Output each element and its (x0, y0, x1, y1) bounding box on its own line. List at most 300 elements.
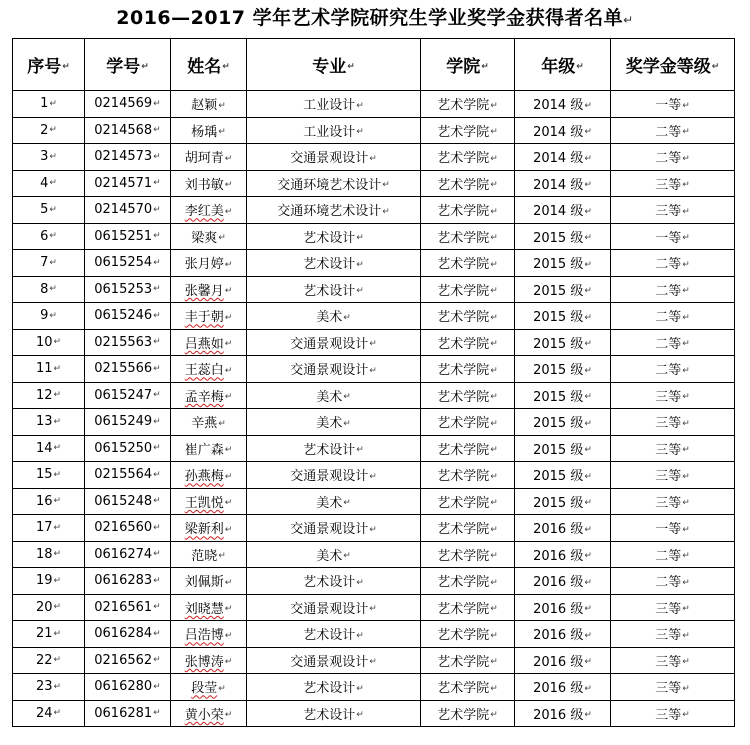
cell-student-id: 0214568↵ (85, 117, 171, 144)
paragraph-mark-icon: ↵ (343, 312, 351, 323)
cell-college: 艺术学院↵ (421, 435, 515, 462)
paragraph-mark-icon: ↵ (53, 655, 62, 666)
paragraph-mark-icon: ↵ (153, 628, 161, 639)
cell-serial: 3↵ (13, 144, 85, 171)
paragraph-mark-icon: ↵ (224, 312, 233, 323)
cell-scholarship-level: 一等↵ (611, 223, 735, 250)
paragraph-mark-icon: ↵ (53, 416, 62, 427)
header-name: 姓名↵ (171, 39, 247, 91)
cell-major: 美术↵ (247, 382, 421, 409)
paragraph-mark-icon: ↵ (682, 657, 690, 668)
paragraph-mark-icon: ↵ (343, 498, 351, 509)
paragraph-mark-icon: ↵ (224, 286, 233, 297)
cell-scholarship-level: 三等↵ (611, 621, 735, 648)
table-row (13, 382, 735, 409)
cell-serial: 16↵ (13, 488, 85, 515)
header-grade: 年级↵ (515, 39, 611, 91)
table-row (13, 568, 735, 595)
cell-scholarship-level: 一等↵ (611, 515, 735, 542)
paragraph-mark-icon: ↵ (623, 13, 634, 27)
paragraph-mark-icon: ↵ (153, 443, 161, 454)
cell-serial: 24↵ (13, 700, 85, 727)
cell-student-id: 0616284↵ (85, 621, 171, 648)
cell-name: 孙燕梅↵ (171, 462, 247, 489)
cell-grade: 2015 级↵ (515, 488, 611, 515)
cell-college: 艺术学院↵ (421, 303, 515, 330)
paragraph-mark-icon: ↵ (369, 153, 377, 164)
paragraph-mark-icon: ↵ (490, 339, 498, 350)
paragraph-mark-icon: ↵ (53, 681, 62, 692)
paragraph-mark-icon: ↵ (153, 257, 161, 268)
paragraph-mark-icon: ↵ (584, 551, 592, 562)
paragraph-mark-icon: ↵ (490, 312, 498, 323)
table-row (13, 541, 735, 568)
cell-grade: 2014 级↵ (515, 91, 611, 118)
paragraph-mark-icon: ↵ (224, 206, 233, 217)
paragraph-mark-icon: ↵ (153, 310, 161, 321)
cell-serial: 22↵ (13, 647, 85, 674)
paragraph-mark-icon: ↵ (153, 416, 161, 427)
cell-major: 美术↵ (247, 488, 421, 515)
cell-serial: 7↵ (13, 250, 85, 277)
cell-scholarship-level: 三等↵ (611, 462, 735, 489)
paragraph-mark-icon: ↵ (153, 602, 161, 613)
cell-student-id: 0615247↵ (85, 382, 171, 409)
paragraph-mark-icon: ↵ (682, 445, 690, 456)
paragraph-mark-icon: ↵ (682, 153, 690, 164)
cell-college: 艺术学院↵ (421, 621, 515, 648)
paragraph-mark-icon: ↵ (153, 575, 161, 586)
paragraph-mark-icon: ↵ (224, 498, 233, 509)
table-row (13, 488, 735, 515)
table-row (13, 700, 735, 727)
cell-major: 交通环境艺术设计↵ (247, 170, 421, 197)
cell-student-id: 0615248↵ (85, 488, 171, 515)
cell-student-id: 0214569↵ (85, 91, 171, 118)
cell-scholarship-level: 三等↵ (611, 409, 735, 436)
cell-student-id: 0615253↵ (85, 276, 171, 303)
cell-serial: 20↵ (13, 594, 85, 621)
paragraph-mark-icon: ↵ (53, 443, 62, 454)
paragraph-mark-icon: ↵ (490, 127, 498, 138)
cell-college: 艺术学院↵ (421, 488, 515, 515)
paragraph-mark-icon: ↵ (369, 339, 377, 350)
header-major: 专业↵ (247, 39, 421, 91)
cell-student-id: 0616281↵ (85, 700, 171, 727)
header-college: 学院↵ (421, 39, 515, 91)
table-row (13, 303, 735, 330)
paragraph-mark-icon: ↵ (682, 471, 690, 482)
paragraph-mark-icon: ↵ (682, 286, 690, 297)
cell-name: 王蕊白↵ (171, 356, 247, 383)
cell-college: 艺术学院↵ (421, 647, 515, 674)
cell-serial: 18↵ (13, 541, 85, 568)
table-row (13, 674, 735, 701)
paragraph-mark-icon: ↵ (490, 551, 498, 562)
cell-serial: 8↵ (13, 276, 85, 303)
cell-major: 工业设计↵ (247, 117, 421, 144)
paragraph-mark-icon: ↵ (49, 178, 57, 189)
paragraph-mark-icon: ↵ (343, 551, 351, 562)
paragraph-mark-icon: ↵ (682, 180, 690, 191)
paragraph-mark-icon: ↵ (490, 100, 498, 111)
paragraph-mark-icon: ↵ (224, 657, 233, 668)
cell-grade: 2015 级↵ (515, 276, 611, 303)
cell-serial: 10↵ (13, 329, 85, 356)
cell-major: 艺术设计↵ (247, 435, 421, 462)
cell-name: 崔广森↵ (171, 435, 247, 462)
paragraph-mark-icon: ↵ (490, 206, 498, 217)
cell-scholarship-level: 三等↵ (611, 197, 735, 224)
cell-student-id: 0615251↵ (85, 223, 171, 250)
table-row (13, 356, 735, 383)
paragraph-mark-icon: ↵ (224, 630, 233, 641)
cell-grade: 2015 级↵ (515, 382, 611, 409)
cell-student-id: 0215566↵ (85, 356, 171, 383)
cell-grade: 2014 级↵ (515, 197, 611, 224)
header-student-id: 学号↵ (85, 39, 171, 91)
paragraph-mark-icon: ↵ (490, 498, 498, 509)
paragraph-mark-icon: ↵ (356, 100, 364, 111)
cell-major: 交通景观设计↵ (247, 329, 421, 356)
paragraph-mark-icon: ↵ (490, 445, 498, 456)
table-row (13, 117, 735, 144)
cell-college: 艺术学院↵ (421, 223, 515, 250)
paragraph-mark-icon: ↵ (490, 365, 498, 376)
paragraph-mark-icon: ↵ (490, 710, 498, 721)
paragraph-mark-icon: ↵ (682, 604, 690, 615)
paragraph-mark-icon: ↵ (153, 231, 161, 242)
paragraph-mark-icon: ↵ (49, 231, 57, 242)
cell-serial: 9↵ (13, 303, 85, 330)
paragraph-mark-icon: ↵ (356, 630, 364, 641)
paragraph-mark-icon: ↵ (490, 286, 498, 297)
paragraph-mark-icon: ↵ (224, 524, 233, 535)
paragraph-mark-icon: ↵ (682, 100, 690, 111)
cell-name: 刘佩斯↵ (171, 568, 247, 595)
cell-scholarship-level: 二等↵ (611, 356, 735, 383)
paragraph-mark-icon: ↵ (224, 365, 233, 376)
cell-serial: 21↵ (13, 621, 85, 648)
table-row (13, 170, 735, 197)
document-title (0, 3, 750, 33)
cell-grade: 2016 级↵ (515, 515, 611, 542)
paragraph-mark-icon: ↵ (584, 180, 592, 191)
table-body (13, 91, 735, 727)
paragraph-mark-icon: ↵ (218, 551, 226, 562)
paragraph-mark-icon: ↵ (53, 602, 62, 613)
paragraph-mark-icon: ↵ (53, 575, 62, 586)
paragraph-mark-icon: ↵ (224, 710, 233, 721)
cell-serial: 11↵ (13, 356, 85, 383)
cell-college: 艺术学院↵ (421, 674, 515, 701)
paragraph-mark-icon: ↵ (53, 628, 62, 639)
paragraph-mark-icon: ↵ (356, 259, 364, 270)
cell-scholarship-level: 二等↵ (611, 303, 735, 330)
paragraph-mark-icon: ↵ (224, 180, 233, 191)
paragraph-mark-icon: ↵ (218, 418, 226, 429)
paragraph-mark-icon: ↵ (224, 392, 233, 403)
paragraph-mark-icon: ↵ (53, 549, 62, 560)
paragraph-mark-icon: ↵ (682, 233, 690, 244)
cell-grade: 2015 级↵ (515, 250, 611, 277)
cell-major: 艺术设计↵ (247, 276, 421, 303)
cell-student-id: 0214570↵ (85, 197, 171, 224)
table-row (13, 462, 735, 489)
cell-grade: 2015 级↵ (515, 223, 611, 250)
cell-grade: 2015 级↵ (515, 303, 611, 330)
cell-college: 艺术学院↵ (421, 91, 515, 118)
cell-scholarship-level: 二等↵ (611, 250, 735, 277)
cell-major: 艺术设计↵ (247, 674, 421, 701)
title-text: 2016—2017 学年艺术学院研究生学业奖学金获得者名单 (116, 7, 624, 29)
cell-name: 梁爽↵ (171, 223, 247, 250)
cell-name: 张馨月↵ (171, 276, 247, 303)
cell-name: 辛燕↵ (171, 409, 247, 436)
paragraph-mark-icon: ↵ (490, 683, 498, 694)
paragraph-mark-icon: ↵ (49, 151, 57, 162)
paragraph-mark-icon: ↵ (584, 233, 592, 244)
cell-grade: 2015 级↵ (515, 409, 611, 436)
table-row (13, 91, 735, 118)
paragraph-mark-icon: ↵ (490, 418, 498, 429)
paragraph-mark-icon: ↵ (356, 445, 364, 456)
paragraph-mark-icon: ↵ (218, 233, 226, 244)
cell-grade: 2014 级↵ (515, 117, 611, 144)
paragraph-mark-icon: ↵ (490, 471, 498, 482)
paragraph-mark-icon: ↵ (153, 363, 161, 374)
paragraph-mark-icon: ↵ (584, 286, 592, 297)
cell-scholarship-level: 二等↵ (611, 568, 735, 595)
paragraph-mark-icon: ↵ (49, 310, 57, 321)
cell-serial: 1↵ (13, 91, 85, 118)
paragraph-mark-icon: ↵ (490, 577, 498, 588)
paragraph-mark-icon: ↵ (53, 363, 62, 374)
paragraph-mark-icon: ↵ (153, 151, 161, 162)
paragraph-mark-icon: ↵ (49, 284, 57, 295)
cell-scholarship-level: 二等↵ (611, 117, 735, 144)
cell-college: 艺术学院↵ (421, 276, 515, 303)
cell-college: 艺术学院↵ (421, 515, 515, 542)
paragraph-mark-icon: ↵ (224, 604, 233, 615)
paragraph-mark-icon: ↵ (490, 233, 498, 244)
cell-college: 艺术学院↵ (421, 356, 515, 383)
cell-serial: 2↵ (13, 117, 85, 144)
table-row (13, 223, 735, 250)
cell-serial: 5↵ (13, 197, 85, 224)
cell-college: 艺术学院↵ (421, 197, 515, 224)
cell-serial: 15↵ (13, 462, 85, 489)
paragraph-mark-icon: ↵ (682, 392, 690, 403)
cell-major: 交通景观设计↵ (247, 462, 421, 489)
table-row (13, 515, 735, 542)
paragraph-mark-icon: ↵ (584, 259, 592, 270)
paragraph-mark-icon: ↵ (682, 630, 690, 641)
paragraph-mark-icon: ↵ (682, 498, 690, 509)
paragraph-mark-icon: ↵ (584, 392, 592, 403)
paragraph-mark-icon: ↵ (584, 339, 592, 350)
table-row (13, 409, 735, 436)
paragraph-mark-icon: ↵ (218, 127, 226, 138)
paragraph-mark-icon: ↵ (490, 630, 498, 641)
cell-grade: 2016 级↵ (515, 647, 611, 674)
paragraph-mark-icon: ↵ (53, 522, 62, 533)
cell-grade: 2014 级↵ (515, 144, 611, 171)
cell-scholarship-level: 二等↵ (611, 144, 735, 171)
paragraph-mark-icon: ↵ (682, 683, 690, 694)
cell-student-id: 0616283↵ (85, 568, 171, 595)
paragraph-mark-icon: ↵ (53, 337, 62, 348)
paragraph-mark-icon: ↵ (218, 683, 226, 694)
cell-grade: 2014 级↵ (515, 170, 611, 197)
header-serial: 序号↵ (13, 39, 85, 91)
cell-grade: 2015 级↵ (515, 462, 611, 489)
paragraph-mark-icon: ↵ (153, 125, 161, 136)
paragraph-mark-icon: ↵ (343, 418, 351, 429)
cell-major: 艺术设计↵ (247, 621, 421, 648)
cell-major: 交通景观设计↵ (247, 356, 421, 383)
paragraph-mark-icon: ↵ (682, 577, 690, 588)
cell-scholarship-level: 三等↵ (611, 170, 735, 197)
cell-major: 交通环境艺术设计↵ (247, 197, 421, 224)
cell-scholarship-level: 二等↵ (611, 276, 735, 303)
cell-student-id: 0615249↵ (85, 409, 171, 436)
paragraph-mark-icon: ↵ (584, 710, 592, 721)
cell-name: 梁新利↵ (171, 515, 247, 542)
paragraph-mark-icon: ↵ (224, 153, 233, 164)
cell-college: 艺术学院↵ (421, 462, 515, 489)
cell-student-id: 0215563↵ (85, 329, 171, 356)
table-row (13, 250, 735, 277)
cell-name: 赵颖↵ (171, 91, 247, 118)
cell-major: 美术↵ (247, 541, 421, 568)
cell-name: 张月婷↵ (171, 250, 247, 277)
paragraph-mark-icon: ↵ (490, 259, 498, 270)
paragraph-mark-icon: ↵ (369, 471, 377, 482)
cell-major: 艺术设计↵ (247, 568, 421, 595)
cell-student-id: 0615250↵ (85, 435, 171, 462)
paragraph-mark-icon: ↵ (682, 312, 690, 323)
cell-name: 刘书敏↵ (171, 170, 247, 197)
cell-student-id: 0216562↵ (85, 647, 171, 674)
paragraph-mark-icon: ↵ (49, 125, 57, 136)
cell-college: 艺术学院↵ (421, 170, 515, 197)
cell-college: 艺术学院↵ (421, 382, 515, 409)
cell-student-id: 0215564↵ (85, 462, 171, 489)
paragraph-mark-icon: ↵ (584, 206, 592, 217)
cell-major: 艺术设计↵ (247, 700, 421, 727)
cell-college: 艺术学院↵ (421, 329, 515, 356)
paragraph-mark-icon: ↵ (224, 259, 233, 270)
paragraph-mark-icon: ↵ (356, 286, 364, 297)
paragraph-mark-icon: ↵ (382, 180, 390, 191)
paragraph-mark-icon: ↵ (153, 284, 161, 295)
paragraph-mark-icon: ↵ (584, 683, 592, 694)
table-row (13, 197, 735, 224)
paragraph-mark-icon: ↵ (153, 655, 161, 666)
paragraph-mark-icon: ↵ (682, 524, 690, 535)
cell-major: 艺术设计↵ (247, 250, 421, 277)
cell-scholarship-level: 二等↵ (611, 541, 735, 568)
cell-scholarship-level: 一等↵ (611, 91, 735, 118)
cell-college: 艺术学院↵ (421, 117, 515, 144)
paragraph-mark-icon: ↵ (153, 98, 161, 109)
cell-scholarship-level: 三等↵ (611, 647, 735, 674)
paragraph-mark-icon: ↵ (584, 418, 592, 429)
paragraph-mark-icon: ↵ (490, 604, 498, 615)
paragraph-mark-icon: ↵ (356, 683, 364, 694)
paragraph-mark-icon: ↵ (369, 604, 377, 615)
cell-grade: 2016 级↵ (515, 541, 611, 568)
cell-serial: 14↵ (13, 435, 85, 462)
paragraph-mark-icon: ↵ (584, 577, 592, 588)
paragraph-mark-icon: ↵ (584, 153, 592, 164)
table-row (13, 276, 735, 303)
paragraph-mark-icon: ↵ (153, 708, 161, 719)
cell-student-id: 0214573↵ (85, 144, 171, 171)
paragraph-mark-icon: ↵ (53, 496, 62, 507)
cell-name: 吕燕如↵ (171, 329, 247, 356)
cell-college: 艺术学院↵ (421, 409, 515, 436)
cell-grade: 2015 级↵ (515, 435, 611, 462)
cell-major: 交通景观设计↵ (247, 647, 421, 674)
cell-name: 范晓↵ (171, 541, 247, 568)
cell-name: 胡珂青↵ (171, 144, 247, 171)
cell-name: 吕浩博↵ (171, 621, 247, 648)
cell-grade: 2016 级↵ (515, 700, 611, 727)
paragraph-mark-icon: ↵ (490, 180, 498, 191)
cell-grade: 2015 级↵ (515, 356, 611, 383)
paragraph-mark-icon: ↵ (584, 630, 592, 641)
paragraph-mark-icon: ↵ (49, 257, 57, 268)
cell-student-id: 0615246↵ (85, 303, 171, 330)
paragraph-mark-icon: ↵ (682, 551, 690, 562)
paragraph-mark-icon: ↵ (49, 98, 57, 109)
cell-major: 工业设计↵ (247, 91, 421, 118)
cell-scholarship-level: 三等↵ (611, 435, 735, 462)
cell-scholarship-level: 三等↵ (611, 674, 735, 701)
cell-name: 李红美↵ (171, 197, 247, 224)
paragraph-mark-icon: ↵ (153, 337, 161, 348)
cell-college: 艺术学院↵ (421, 594, 515, 621)
paragraph-mark-icon: ↵ (224, 577, 233, 588)
cell-name: 段莹↵ (171, 674, 247, 701)
paragraph-mark-icon: ↵ (490, 524, 498, 535)
paragraph-mark-icon: ↵ (224, 471, 233, 482)
paragraph-mark-icon: ↵ (153, 469, 161, 480)
paragraph-mark-icon: ↵ (682, 710, 690, 721)
paragraph-mark-icon: ↵ (584, 445, 592, 456)
paragraph-mark-icon: ↵ (224, 339, 233, 350)
paragraph-mark-icon: ↵ (356, 577, 364, 588)
cell-student-id: 0615254↵ (85, 250, 171, 277)
cell-major: 艺术设计↵ (247, 223, 421, 250)
paragraph-mark-icon: ↵ (490, 657, 498, 668)
cell-serial: 19↵ (13, 568, 85, 595)
cell-scholarship-level: 三等↵ (611, 382, 735, 409)
paragraph-mark-icon: ↵ (584, 365, 592, 376)
paragraph-mark-icon: ↵ (584, 471, 592, 482)
paragraph-mark-icon: ↵ (153, 549, 161, 560)
cell-major: 交通景观设计↵ (247, 594, 421, 621)
table-row (13, 594, 735, 621)
cell-scholarship-level: 三等↵ (611, 700, 735, 727)
table-row (13, 621, 735, 648)
paragraph-mark-icon: ↵ (584, 604, 592, 615)
paragraph-mark-icon: ↵ (682, 206, 690, 217)
cell-name: 张博涛↵ (171, 647, 247, 674)
cell-college: 艺术学院↵ (421, 541, 515, 568)
